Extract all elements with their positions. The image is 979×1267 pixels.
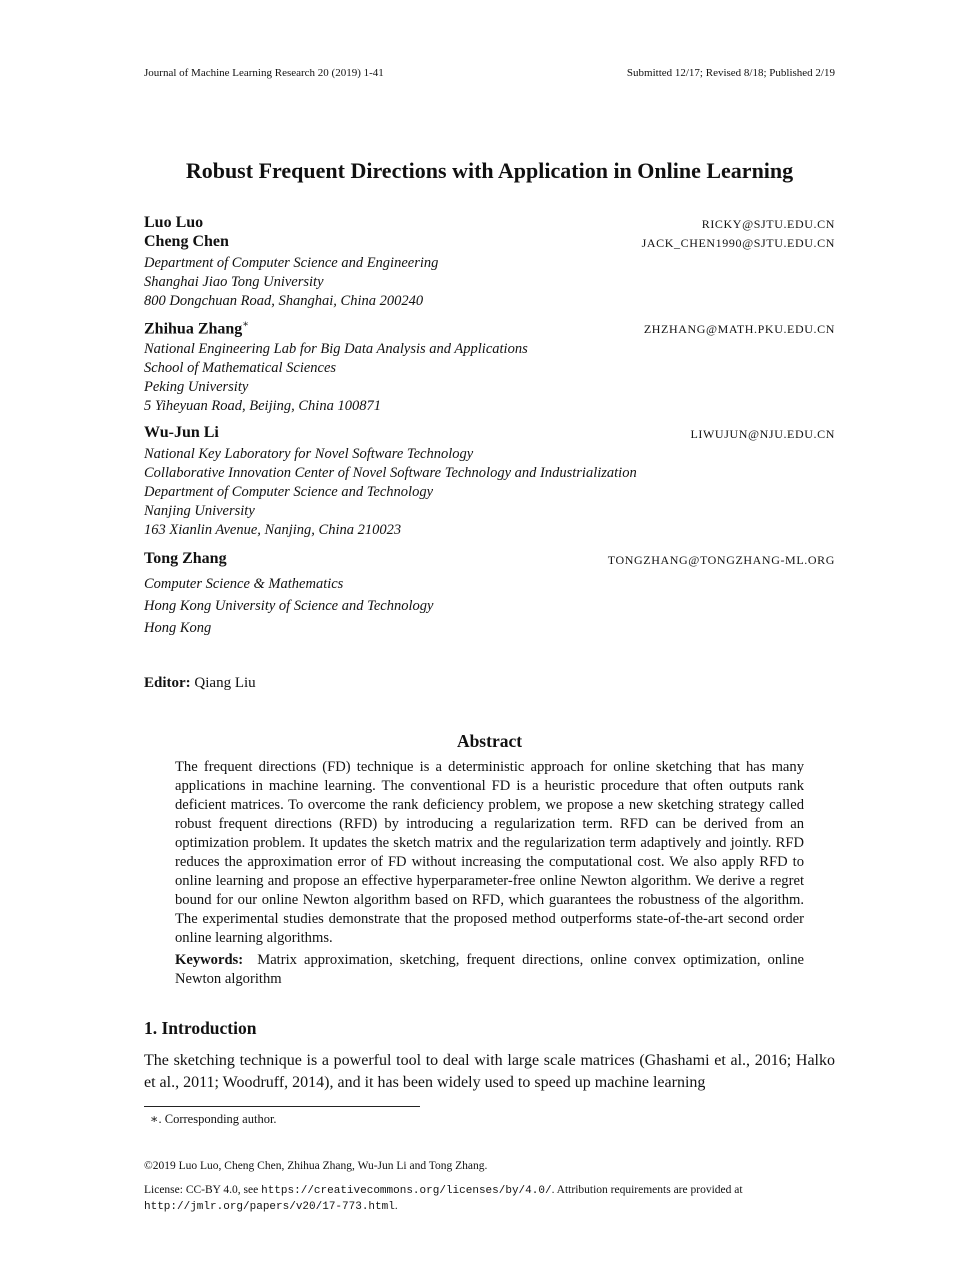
author-name: Tong Zhang (144, 550, 227, 567)
author-name: Luo Luo (144, 214, 204, 231)
paper-url-link[interactable]: http://jmlr.org/papers/v20/17-773.html (144, 1201, 395, 1213)
affiliation-line: Hong Kong (144, 620, 212, 636)
author-name-block (144, 319, 249, 338)
affiliation-line: Shanghai Jiao Tong University (144, 274, 324, 290)
affiliation-line: School of Mathematical Sciences (144, 360, 337, 376)
affiliation-line: Department of Computer Science and Engineering (144, 255, 439, 271)
footnote-text: Corresponding author. (164, 1112, 277, 1126)
license-url-link[interactable]: https://creativecommons.org/licenses/by/4.0/ (261, 1185, 552, 1197)
footnote (150, 1111, 277, 1127)
editor-label: Editor: (144, 675, 191, 691)
abstract-heading: Abstract (456, 731, 523, 751)
affiliation-line: Collaborative Innovation Center of Novel Software Technology and Industrialization (144, 465, 637, 481)
affiliation-line: 163 Xianlin Avenue, Nanjing, China 210023 (144, 522, 402, 538)
license-middle: . Attribution requirements are provided at (551, 1184, 743, 1196)
abstract-text: The frequent directions (FD) technique is a deterministic approach for online sketching that has many applications in machine learning. The conventional FD is a heuristic procedure that often outputs rank deficient matrices. To overcome the rank deficiency problem, we propose a new sketching strategy called robust frequent directions (RFD) by introducing a regularization term. RFD can be derived from an optimization problem. It updates the sketch matrix and the regularization term adaptively and jointly. RFD reduces the approximation error of FD without increasing the computational cost. We also apply RFD to online learning and propose an effective hyperparameter-free online Newton algorithm. We derive a regret bound for our online Newton algorithm based on RFD, which guarantees the robustness of the algorithm. The experimental studies demonstrate that the proposed method outperforms state-of-the-art second order online learning algorithms. (175, 759, 804, 946)
affiliation-line: 800 Dongchuan Road, Shanghai, China 200240 (144, 293, 424, 309)
affiliation-line: 5 Yiheyuan Road, Beijing, China 100871 (144, 398, 381, 414)
author-name: Wu-Jun Li (144, 424, 219, 441)
journal-header: Journal of Machine Learning Research 20 (2019) 1-41 (144, 67, 384, 79)
author-email[interactable]: TONGZHANG@TONGZHANG-ML.ORG (607, 553, 835, 567)
author-email[interactable]: JACK_CHEN1990@SJTU.EDU.CN (641, 236, 835, 250)
affiliation-block (144, 340, 528, 416)
footnote-rule (144, 1106, 420, 1107)
affiliation-block (144, 445, 637, 540)
corresponding-marker: ∗ (242, 319, 250, 330)
affiliation-line: Peking University (144, 379, 249, 395)
section-paragraph: The sketching technique is a powerful tool to deal with large scale matrices (Ghashami et al., 2016; Halko et al., 2011; Woodruff, 2014), and it has been widely used to speed up machine learning (144, 1052, 835, 1091)
author-email[interactable]: ZHZHANG@MATH.PKU.EDU.CN (643, 322, 835, 336)
copyright-line: ©2019 Luo Luo, Cheng Chen, Zhihua Zhang, Wu-Jun Li and Tong Zhang. (144, 1160, 488, 1172)
affiliation-line: Hong Kong University of Science and Technology (144, 598, 434, 614)
editor-line (144, 675, 256, 692)
section-heading: 1. Introduction (144, 1018, 257, 1038)
affiliation-line: Computer Science & Mathematics (144, 576, 344, 592)
affiliation-line: National Engineering Lab for Big Data Analysis and Applications (144, 341, 528, 357)
affiliation-line: National Key Laboratory for Novel Software Technology (144, 446, 474, 462)
editor-name: Qiang Liu (194, 675, 256, 691)
affiliation-line: Nanjing University (144, 503, 255, 519)
affiliation-block (144, 254, 438, 311)
affiliation-line: Department of Computer Science and Technology (144, 484, 434, 500)
keywords-text: Matrix approximation, sketching, frequent directions, online convex optimization, online Newton algorithm (175, 952, 805, 987)
author-name: Zhihua Zhang (144, 320, 243, 338)
author-email[interactable]: LIWUJUN@NJU.EDU.CN (690, 427, 835, 441)
footnote-marker: ∗. (150, 1112, 162, 1126)
submission-dates: Submitted 12/17; Revised 8/18; Published 2/19 (626, 67, 835, 79)
license-suffix: . (394, 1200, 398, 1212)
keywords-label: Keywords: (175, 952, 244, 968)
license-line (144, 1183, 844, 1215)
keywords-line (175, 951, 804, 989)
author-name: Cheng Chen (144, 233, 229, 250)
license-prefix: License: CC-BY 4.0, see (144, 1184, 262, 1196)
author-email[interactable]: RICKY@SJTU.EDU.CN (701, 217, 835, 231)
paper-title: Robust Frequent Directions with Application in Online Learning (185, 158, 794, 183)
affiliation-block (144, 573, 433, 639)
